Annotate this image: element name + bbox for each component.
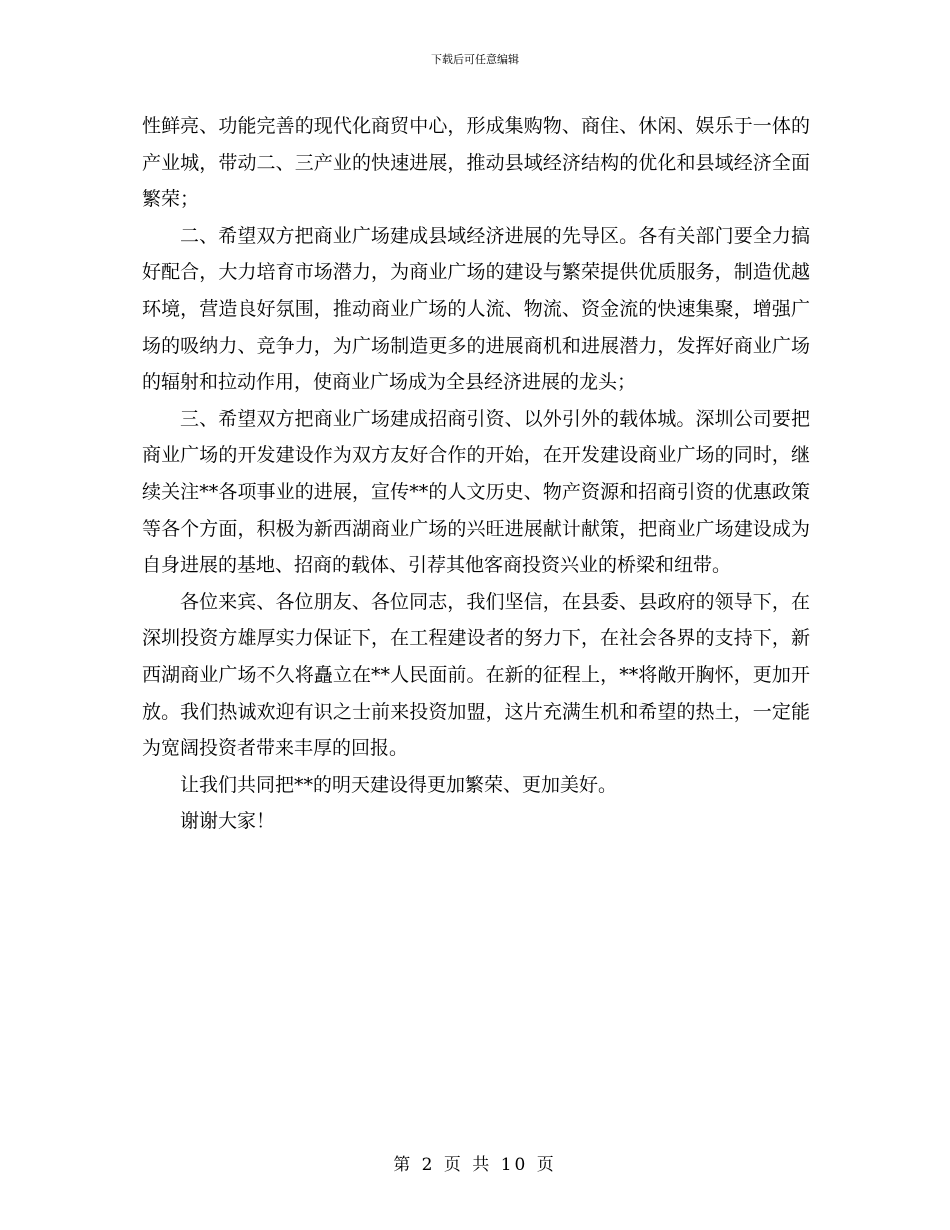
paragraph-continuation: 性鲜亮、功能完善的现代化商贸中心，形成集购物、商住、休闲、娱乐于一体的产业城，带动二、三产业的快速进展，推动县域经济结构的优化和县域经济全面繁荣； <box>142 115 810 211</box>
paragraph-point-three: 三、希望双方把商业广场建成招商引资、以外引外的载体城。深圳公司要把商业广场的开发建设作为双方友好合作的开始，在开发建设商业广场的同时，继续关注**各项事业的进展，宣传**的人文历史、物产资源和招商引资的优惠政策等各个方面，积极为新西湖商业广场的兴旺进展献计献策，把商业广场建设成为自身进展的基地、招商的载体、引荐其他客商投资兴业的桥梁和纽带。 <box>142 407 810 577</box>
paragraph-closing-wish: 让我们共同把**的明天建设得更加繁荣、更加美好。 <box>180 773 618 796</box>
document-body <box>142 108 810 840</box>
paragraph-point-two: 二、希望双方把商业广场建成县域经济进展的先导区。各有关部门要全力搞好配合，大力培育市场潜力，为商业广场的建设与繁荣提供优质服务，制造优越环境，营造良好氛围，推动商业广场的人流、物流、资金流的快速集聚，增强广场的吸纳力、竞争力，为广场制造更多的进展商机和进展潜力，发挥好商业广场的辐射和拉动作用，使商业广场成为全县经济进展的龙头； <box>142 224 810 394</box>
page-number: 第 2 页 共 10 页 <box>393 1155 557 1175</box>
paragraph-address-guests: 各位来宾、各位朋友、各位同志，我们坚信，在县委、县政府的领导下，在深圳投资方雄厚实力保证下，在工程建设者的努力下，在社会各界的支持下，新西湖商业广场不久将矗立在**人民面前。在新的征程上，**将敞开胸怀，更加开放。我们热诚欢迎有识之士前来投资加盟，这片充满生机和希望的热土，一定能为宽阔投资者带来丰厚的回报。 <box>142 590 810 760</box>
paragraph-thanks: 谢谢大家！ <box>180 810 276 833</box>
page-header-note: 下载后可任意编辑 <box>431 53 519 66</box>
